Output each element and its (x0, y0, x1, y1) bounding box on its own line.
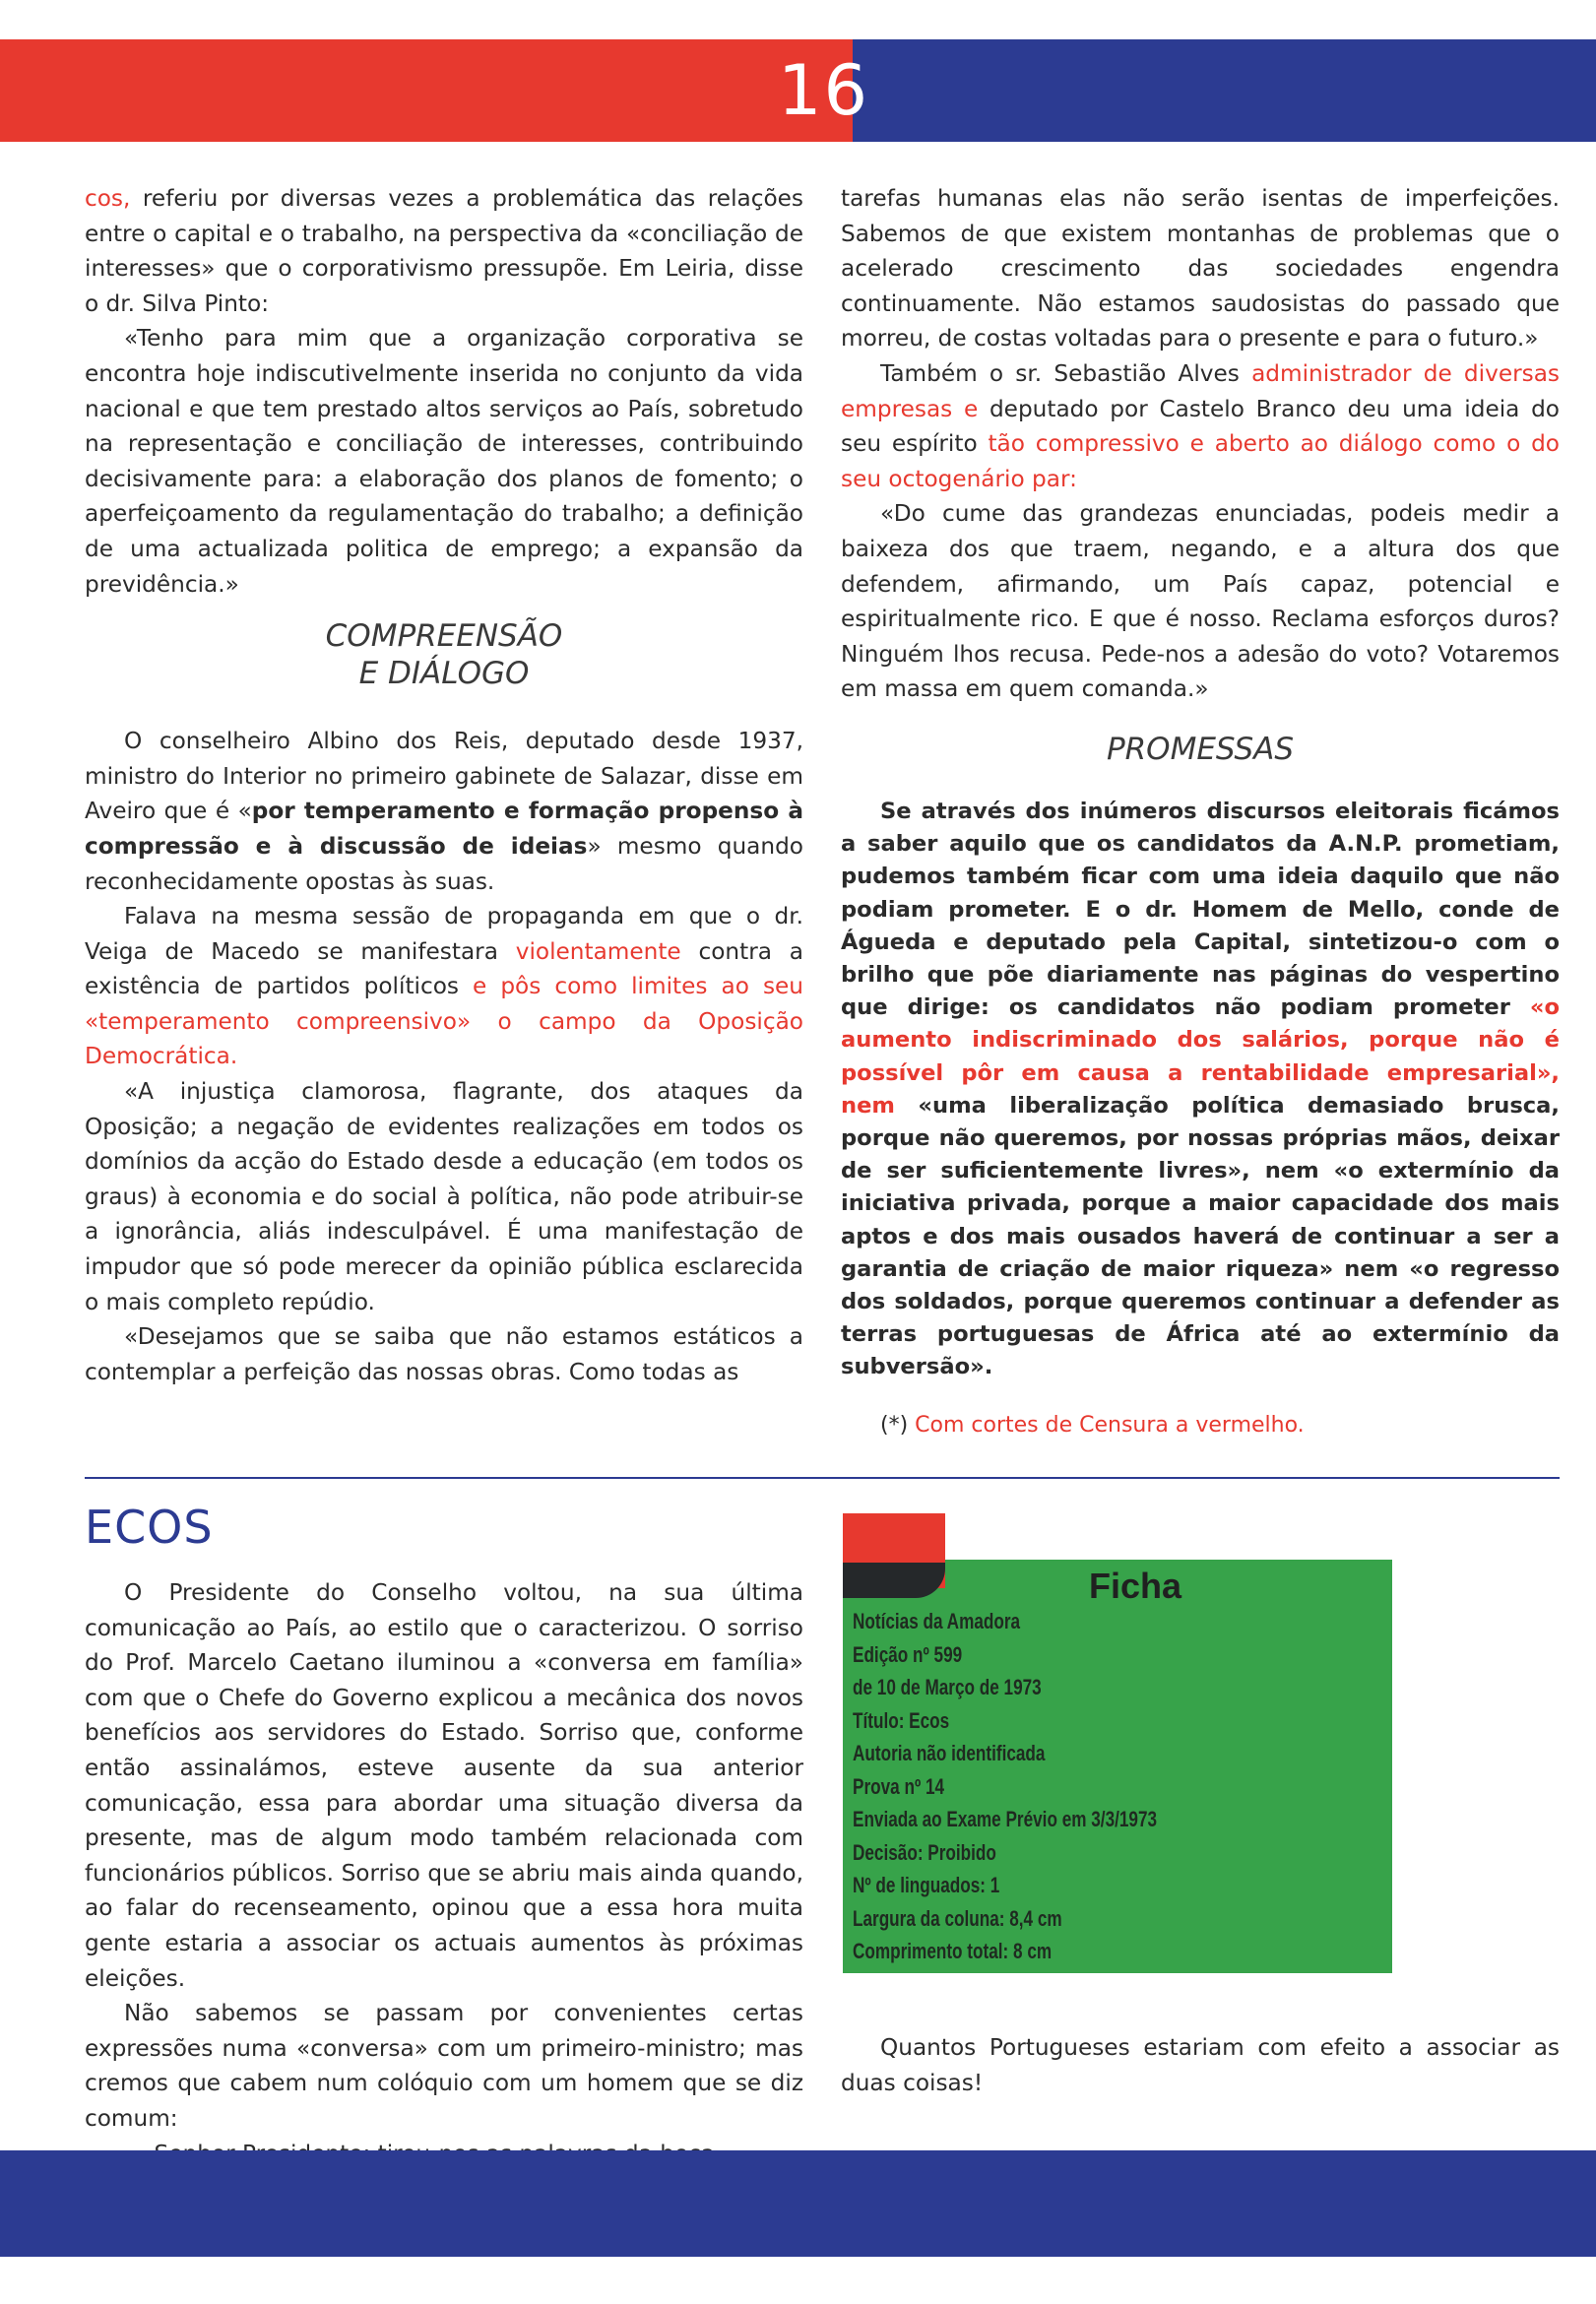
ficha-dark-tab (843, 1563, 945, 1598)
text: O conselheiro Albino dos Reis, deputado desde 1937, ministro do Interior no primeiro gabinete de Salazar, disse em Aveiro que é « (85, 728, 803, 825)
ficha-details (853, 1605, 1267, 1968)
ficha-line: Prova nº 14 (853, 1773, 945, 1799)
paragraph: Não sabemos se passam por convenientes certas expressões numa «conversa» com um primeiro-ministro; mas cremos que cabem num colóquio com um homem que se diz comum: (85, 2000, 803, 2132)
ficha-line: Enviada ao Exame Prévio em 3/3/1973 (853, 1807, 1158, 1831)
censorship-note (841, 1408, 1560, 1443)
article-column-right (841, 181, 1560, 1442)
ecos-closing (841, 2030, 1560, 2100)
ficha-line: Edição nº 599 (853, 1641, 963, 1667)
note-mark: (*) (880, 1412, 909, 1438)
ficha-line: Largura da coluna: 8,4 cm (853, 1905, 1062, 1931)
paragraph: tarefas humanas elas não serão isentas de imperfeições. Sabemos de que existem montanhas de problemas que o acelerado crescimento das sociedades engendra continuamente. Não estamos saudosistas do passado que morreu, de costas voltadas para o presente e para o futuro.» (841, 185, 1560, 352)
text: «uma liberalização política demasiado brusca, porque não queremos, por nossas próprias mãos, deixar de ser suficientemente livres», nem «o extermínio da iniciativa privada, porque a maior capacidade dos mais aptos e dos mais ousados haverá de continuar a ser a garantia de criação de maior riqueza» nem «o regresso dos soldados, porque queremos continuar a defender as terras portuguesas de África até ao extermínio da subversão». (841, 1092, 1560, 1380)
paragraph: O Presidente do Conselho voltou, na sua última comunicação ao País, ao estilo que o caracterizou. O sorriso do Prof. Marcelo Caetano iluminou a «conversa em família» com que o Chefe do Governo explicou a mecânica dos novos benefícios aos servidores do Estado. Sorriso que, conforme então assinalámos, esteve ausente da sua anterior comunicação, essa para abordar uma situação diversa da presente, mas de algum modo também relacionada com funcionários públicos. Sorriso que se abriu mais ainda quando, ao falar do recenseamento, opinou que a essa hora muita gente estaria a associar os actuais aumentos às próximas eleições. (85, 1579, 803, 1992)
bold-quote: por temperamento e formação propenso à compressão e à discussão de ideias (85, 798, 803, 860)
paragraph (85, 724, 803, 899)
text: Também o sr. Sebastião Alves (880, 359, 1252, 387)
ficha-title: Ficha (1089, 1566, 1182, 1606)
text: Falava na mesma sessão de propaganda em que o dr. Veiga de Macedo se manifestara (85, 903, 803, 965)
promessas-block (841, 796, 1560, 1384)
text: deputado por Castelo Branco deu uma ideia do seu espírito (841, 395, 1560, 458)
section-subheading: PROMESSAS (1106, 731, 1295, 767)
article-column-left (85, 181, 803, 1389)
quote-paragraph: «Desejamos que se saiba que não estamos estáticos a contemplar a perfeição das nossas obras. Como todas as (85, 1323, 803, 1385)
quote-paragraph: «Tenho para mim que a organização corporativa se encontra hoje indiscutivelmente inserida no conjunto da vida nacional e que tem prestado altos serviços ao País, sobretudo na representação e conciliação de interesses, contribuindo decisivamente para: a elaboração dos planos de fomento; o aperfeiçoamento da regulamentação do trabalho; a definição de uma actualizada politica de emprego; a expansão da previdência.» (85, 325, 803, 598)
ficha-line: Autoria não identificada (853, 1741, 1046, 1765)
ficha-line: Título: Ecos (853, 1707, 950, 1733)
censored-text: administrador de diversas empresas e (841, 359, 1560, 422)
footer-blue-band (0, 2150, 1596, 2257)
censored-text: violentamente (515, 937, 681, 965)
header-red-band (0, 39, 853, 142)
paragraph (841, 356, 1560, 496)
ficha-line: Decisão: Proibido (853, 1839, 996, 1865)
ficha-line: de 10 de Março de 1973 (853, 1675, 1042, 1699)
text: Se através dos inúmeros discursos eleitorais ficámos a saber aquilo que os candidatos da A.N.P. prometiam, pudemos também ficar com uma ideia daquilo que não podiam prometer. E o dr. Homem de Mello, conde de Águeda e deputado pela Capital, sintetizou-o com o brilho que põe diariamente nas páginas do vespertino que dirige: os candidatos não podiam prometer (841, 798, 1560, 1021)
section-divider (85, 1477, 1560, 1479)
text: referiu por diversas vezes a problemática das relações entre o capital e o trabalho, na perspectiva da «conciliação de interesses» que o corporativismo pressupõe. Em Leiria, disse o dr. Silva Pinto: (85, 185, 803, 317)
subheading-line: COMPREENSÃO (325, 618, 563, 655)
paragraph (85, 181, 803, 321)
paragraph (85, 899, 803, 1074)
ficha-line: Comprimento total: 8 cm (853, 1939, 1053, 1963)
paragraph: Quantos Portugueses estariam com efeito a associar as duas coisas! (841, 2034, 1560, 2096)
text: contra a existência de partidos políticos (85, 937, 803, 1000)
censored-text: e pôs como limites ao seu «temperamento compreensivo» o campo da Oposição Democrática. (85, 973, 803, 1070)
ecos-heading: ECOS (85, 1501, 214, 1554)
ficha-line: Nº de linguados: 1 (853, 1873, 1000, 1897)
note-text: Com cortes de Censura a vermelho. (915, 1412, 1305, 1438)
subheading-line: E DIÁLOGO (358, 656, 530, 692)
quote-paragraph: «Do cume das grandezas enunciadas, podeis medir a baixeza dos que traem, negando, e a altura dos que defendem, afirmando, um País capaz, potencial e espiritualmente rico. E que é nosso. Reclama esforços duros? Ninguém lhos recusa. Pede-nos a adesão do voto? Votaremos em massa em quem comanda.» (841, 500, 1560, 703)
censored-text: cos, (85, 185, 131, 212)
ficha-line: Notícias da Amadora (853, 1609, 1021, 1633)
censored-text: tão compressivo e aberto ao diálogo como o do seu octogenário par: (841, 430, 1560, 492)
ecos-column (85, 1575, 803, 2171)
section-subheading (85, 617, 803, 692)
quote-paragraph: «A injustiça clamorosa, flagrante, dos ataques da Oposição; a negação de evidentes realizações em todos os domínios da acção do Estado desde a educação (em todos os graus) à economia e do social à política, não pode atribuir-se a ignorância, aliás indesculpável. É uma manifestação de impudor que só pode merecer da opinião pública esclarecida o mais completo repúdio. (85, 1078, 803, 1315)
censored-text: «o aumento indiscriminado dos salários, porque não é possível pôr em causa a rentabilidade empresarial», nem (841, 994, 1560, 1119)
header-blue-band (853, 39, 1596, 142)
bold-paragraph (841, 796, 1560, 1384)
page-number: 16 (778, 50, 870, 131)
text: » mesmo quando reconhecidamente opostas às suas. (85, 832, 803, 895)
